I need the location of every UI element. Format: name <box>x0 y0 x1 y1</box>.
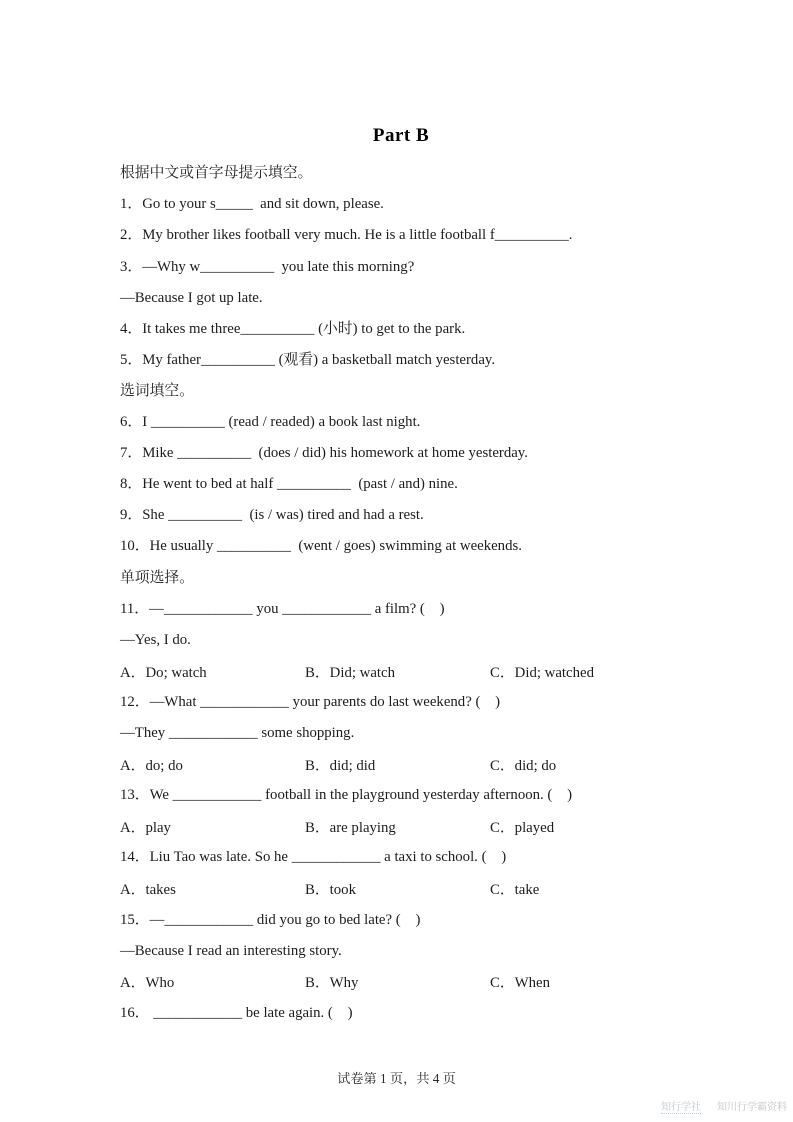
question-5: 5．My father__________ (观看) a basketball match yesterday. <box>120 351 496 368</box>
question-8: 8．He went to bed at half __________ (past / and) nine. <box>120 476 458 493</box>
question-6: 6．I __________ (read / readed) a book last night. <box>120 414 421 431</box>
option-c: C．played <box>490 820 555 837</box>
option-c: C．did; do <box>490 757 557 774</box>
question-3: 3．—Why w__________ you late this morning? <box>120 258 415 275</box>
question-3-answer: —Because I got up late. <box>120 289 263 306</box>
watermark <box>661 1098 787 1114</box>
option-b: B．Did; watch <box>305 664 396 681</box>
question-11-options <box>120 656 682 687</box>
question-15-answer: —Because I read an interesting story. <box>120 942 342 959</box>
option-b: B．did; did <box>305 757 376 774</box>
section-2-instruction: 选词填空。 <box>120 382 194 399</box>
question-12-options <box>120 749 682 780</box>
section-1-instruction: 根据中文或首字母提示填空。 <box>120 165 313 182</box>
question-12-answer: —They ____________ some shopping. <box>120 724 355 741</box>
page-number-footer: 试卷第 1 页，共 4 页 <box>337 1071 456 1086</box>
question-15: 15．—____________ did you go to bed late? ( ) <box>120 911 421 928</box>
question-10: 10．He usually __________ (went / goes) swimming at weekends. <box>120 538 522 555</box>
option-c: C．take <box>490 882 540 899</box>
option-b: B．Why <box>305 975 359 992</box>
option-b: B．are playing <box>305 820 396 837</box>
question-11-answer: —Yes, I do. <box>120 631 191 648</box>
question-7: 7．Mike __________ (does / did) his homework at home yesterday. <box>120 445 528 462</box>
option-a: A．Who <box>120 975 175 992</box>
question-4: 4．It takes me three__________ (小时) to get to the park. <box>120 320 466 337</box>
question-2: 2．My brother likes football very much. He is a little football f__________. <box>120 227 573 244</box>
option-b: B．took <box>305 882 356 899</box>
question-12: 12．—What ____________ your parents do last weekend? ( ) <box>120 693 501 710</box>
question-16: 16． ____________ be late again. ( ) <box>120 1004 353 1021</box>
question-14-options <box>120 873 682 904</box>
watermark-left: 知行学社 <box>661 1098 701 1114</box>
questions-body <box>120 158 682 1029</box>
question-14: 14．Liu Tao was late. So he ____________ a taxi to school. ( ) <box>120 849 507 866</box>
option-c: C．Did; watched <box>490 664 594 681</box>
question-1: 1．Go to your s_____ and sit down, please. <box>120 196 384 213</box>
option-a: A．Do; watch <box>120 664 207 681</box>
question-11: 11．—____________ you ____________ a film? ( ) <box>120 600 445 617</box>
question-13-options <box>120 811 682 842</box>
option-a: A．do; do <box>120 757 183 774</box>
option-c: C．When <box>490 975 550 992</box>
question-15-options <box>120 966 682 997</box>
page-content <box>120 122 682 1029</box>
option-a: A．takes <box>120 882 176 899</box>
option-a: A．play <box>120 820 171 837</box>
section-3-instruction: 单项选择。 <box>120 569 194 586</box>
page-title: Part B <box>372 125 430 146</box>
question-13: 13．We ____________ football in the playground yesterday afternoon. ( ) <box>120 787 573 804</box>
watermark-right: 知川行学霸资料 <box>717 1102 787 1113</box>
question-9: 9．She __________ (is / was) tired and had a rest. <box>120 507 424 524</box>
